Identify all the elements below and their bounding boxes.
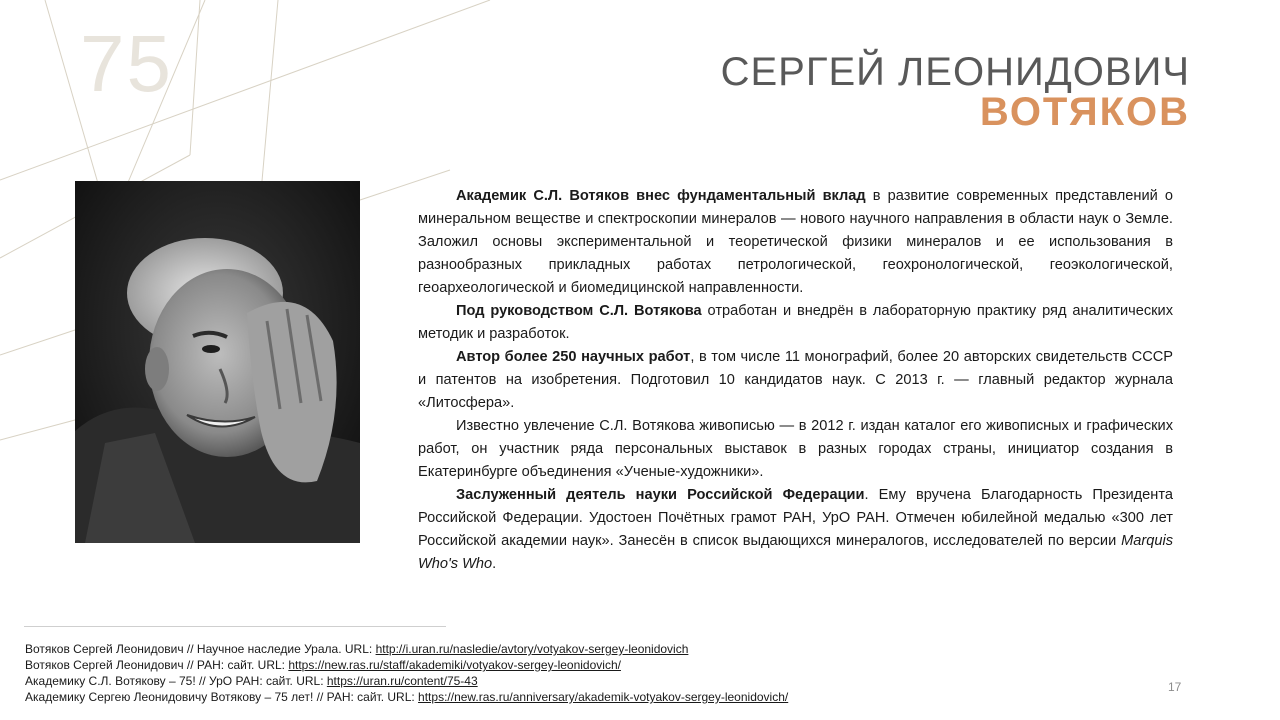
references-divider [24, 626, 446, 627]
biography-text [418, 185, 1173, 576]
reference-link[interactable]: https://new.ras.ru/staff/akademiki/votyakov-sergey-leonidovich/ [288, 658, 621, 672]
paragraph-painting [418, 415, 1173, 484]
reference-text: Вотяков Сергей Леонидович // РАН: сайт. URL: [25, 658, 289, 672]
paragraph-bold: Автор более 250 научных работ [456, 349, 691, 365]
paragraph-body: , в том числе 11 монографий, более 20 авторских свидетельств СССР и патентов на изобретения. Подготовил 10 кандидатов наук. С 2013 г. — главный редактор журнала «Литосфера». [418, 349, 1174, 411]
paragraph-honors [418, 484, 1173, 576]
reference-item [25, 673, 1025, 689]
paragraph-body: в развитие современных представлений о минеральном веществе и спектроскопии минералов — нового научного направления в области наук о Земле. Заложил основы экспериментальной и теоретической физики минералов и ее использования в разнообразных прикладных работах петрологической, геохронологической, геоэкологической, геоархеологической и биомедицинской направленности. [418, 188, 1173, 296]
reference-link[interactable]: https://new.ras.ru/anniversary/akademik-votyakov-sergey-leonidovich/ [418, 690, 789, 704]
references-list [25, 641, 1025, 705]
portrait-photo [75, 181, 360, 543]
paragraph-publications [418, 346, 1173, 415]
paragraph-italic: Marquis Who's Who [418, 533, 1173, 572]
reference-item [25, 657, 1025, 673]
paragraph-bold: Академик С.Л. Вотяков внес фундаментальный вклад [456, 188, 866, 204]
paragraph-body: Известно увлечение С.Л. Вотякова живописью — в 2012 г. издан каталог его живописных и графических работ, он участник ряда персональных выставок в разных городах страны, инициатор создания в Екатеринбурге объединения «Ученые-художники». [418, 418, 1173, 480]
reference-item [25, 641, 1025, 657]
anniversary-number: 75 [80, 19, 173, 108]
paragraph-leadership [418, 300, 1173, 346]
paragraph-end: . [492, 556, 497, 572]
reference-link[interactable]: https://uran.ru/content/75-43 [326, 674, 478, 688]
paragraph-body: отработан и внедрён в лабораторную практику ряд аналитических методик и разработок. [418, 303, 1173, 342]
reference-item [25, 689, 1025, 705]
page-number: 17 [1168, 680, 1182, 694]
reference-link[interactable]: http://i.uran.ru/nasledie/avtory/votyakov-sergey-leonidovich [375, 642, 689, 656]
reference-text: Академику Сергею Леонидовичу Вотякову – 75 лет! // РАН: сайт. URL: [25, 690, 419, 704]
reference-text: Академику С.Л. Вотякову – 75! // УрО РАН: сайт. URL: [25, 674, 327, 688]
title-surname: ВОТЯКОВ [979, 90, 1190, 134]
paragraph-bold: Под руководством С.Л. Вотякова [456, 303, 702, 319]
portrait-illustration [75, 181, 360, 543]
title-first-names: СЕРГЕЙ ЛЕОНИДОВИЧ [720, 50, 1190, 94]
reference-text: Вотяков Сергей Леонидович // Научное наследие Урала. URL: [25, 642, 376, 656]
paragraph-contribution [418, 185, 1173, 300]
paragraph-body: . Ему вручена Благодарность Президента Российской Федерации. Удостоен Почётных грамот РАН, УрО РАН. Отмечен юбилейной медалью «300 лет Российской академии наук». Занесён в список выдающихся минералогов, исследователей по версии [418, 487, 1173, 549]
paragraph-bold: Заслуженный деятель науки Российской Федерации [456, 487, 865, 503]
